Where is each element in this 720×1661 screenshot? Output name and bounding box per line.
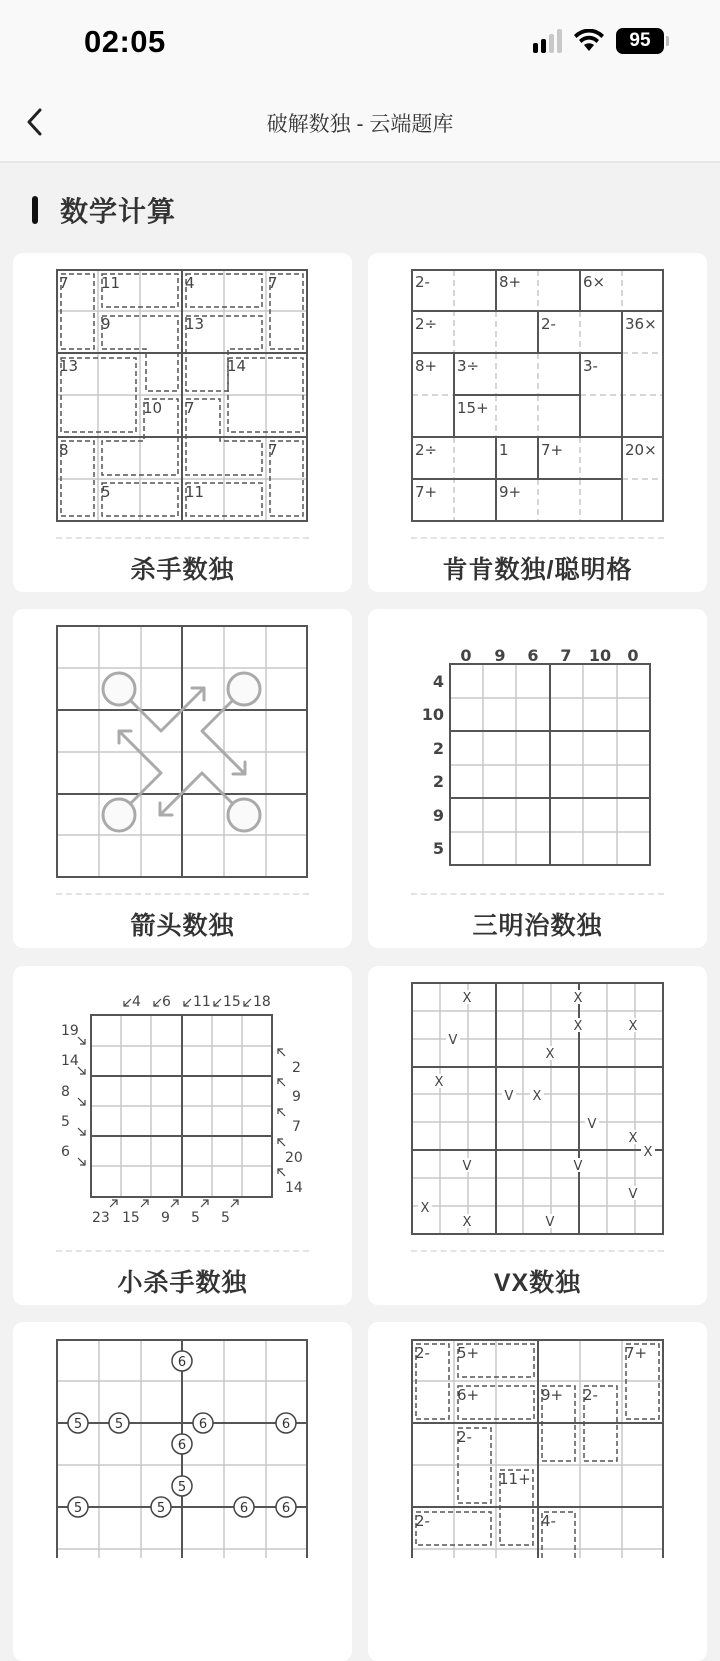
cage-clue: 2- bbox=[457, 1428, 472, 1446]
bottom-clue: 15 bbox=[122, 1210, 140, 1226]
cage-clue: 3÷ bbox=[457, 357, 480, 375]
top-clue: 11 bbox=[193, 994, 211, 1010]
status-time: 02:05 bbox=[84, 24, 166, 59]
card-kenken[interactable] bbox=[368, 253, 707, 592]
status-bar bbox=[0, 0, 720, 88]
cage-sum: 14 bbox=[227, 357, 247, 375]
card-vx-sudoku[interactable] bbox=[368, 966, 707, 1305]
cage-sum: 7 bbox=[268, 441, 278, 459]
cage-clue: 15+ bbox=[457, 399, 489, 417]
cellular-signal-icon bbox=[533, 29, 562, 53]
card-divider bbox=[411, 893, 664, 895]
x-mark: X bbox=[545, 1047, 555, 1062]
card-label: 肯肯数独/聪明格 bbox=[442, 556, 633, 584]
cage-clue: 2- bbox=[415, 273, 430, 291]
card-killer-kenken[interactable] bbox=[368, 1322, 707, 1661]
circle-value: 6 bbox=[281, 1501, 291, 1516]
card-label: 小杀手数独 bbox=[117, 1269, 248, 1297]
right-clue: 20 bbox=[285, 1150, 303, 1166]
row-clue: 4 bbox=[432, 672, 444, 691]
left-clue: 14 bbox=[61, 1053, 79, 1069]
arrow-sudoku-preview bbox=[13, 609, 352, 889]
card-divider bbox=[56, 537, 309, 539]
top-clue: 4 bbox=[132, 994, 141, 1010]
section-header bbox=[32, 190, 176, 230]
card-sandwich-sudoku[interactable] bbox=[368, 609, 707, 948]
card-little-killer-sudoku[interactable] bbox=[13, 966, 352, 1305]
cage-clue: 2- bbox=[415, 1344, 430, 1362]
right-clue: 14 bbox=[285, 1180, 303, 1196]
card-divider bbox=[56, 893, 309, 895]
cage-clue: 9+ bbox=[499, 483, 522, 501]
cage-clue: 7+ bbox=[625, 1344, 648, 1362]
cage-clue: 2- bbox=[415, 1512, 430, 1530]
v-mark: V bbox=[545, 1215, 555, 1230]
top-clue: 18 bbox=[253, 994, 271, 1010]
left-clue: 6 bbox=[61, 1144, 70, 1160]
v-mark: V bbox=[573, 1159, 583, 1174]
circle-value: 5 bbox=[73, 1417, 83, 1432]
cage-clue: 1 bbox=[499, 441, 509, 459]
cage-clue: 6× bbox=[583, 273, 606, 291]
cage-sum: 4 bbox=[185, 274, 195, 292]
cage-sum: 13 bbox=[185, 315, 205, 333]
card-divider bbox=[411, 1250, 664, 1252]
column-clue: 0 bbox=[627, 646, 639, 665]
cage-clue: 2÷ bbox=[415, 315, 438, 333]
circle-value: 6 bbox=[177, 1438, 187, 1453]
nav-bar bbox=[0, 88, 720, 163]
card-divider bbox=[56, 1250, 309, 1252]
cage-clue: 6+ bbox=[457, 1386, 480, 1404]
top-clue: 15 bbox=[223, 994, 241, 1010]
card-killer-sudoku[interactable] bbox=[13, 253, 352, 592]
column-clue: 9 bbox=[494, 646, 506, 665]
bottom-clue: 9 bbox=[161, 1210, 170, 1226]
circle-value: 6 bbox=[281, 1417, 291, 1432]
circle-value: 5 bbox=[156, 1501, 166, 1516]
right-clue: 9 bbox=[292, 1089, 301, 1105]
x-mark: X bbox=[628, 1131, 638, 1146]
left-clue: 8 bbox=[61, 1084, 70, 1100]
x-mark: X bbox=[462, 1215, 472, 1230]
status-icons bbox=[533, 28, 664, 54]
x-mark: X bbox=[434, 1075, 444, 1090]
section-accent-bar bbox=[32, 196, 38, 224]
cage-clue: 8+ bbox=[499, 273, 522, 291]
circle-value: 6 bbox=[198, 1417, 208, 1432]
cage-sum: 13 bbox=[59, 357, 79, 375]
card-arrow-sudoku[interactable] bbox=[13, 609, 352, 948]
cage-clue: 11+ bbox=[499, 1470, 531, 1488]
left-clue: 19 bbox=[61, 1023, 79, 1039]
cage-clue: 8+ bbox=[415, 357, 438, 375]
v-mark: V bbox=[504, 1089, 514, 1104]
v-mark: V bbox=[628, 1187, 638, 1202]
circle-value: 6 bbox=[177, 1355, 187, 1370]
x-mark: X bbox=[643, 1145, 653, 1160]
top-clue: 6 bbox=[162, 994, 171, 1010]
row-clue: 2 bbox=[432, 739, 444, 758]
vx-sudoku-preview bbox=[368, 966, 707, 1246]
v-mark: V bbox=[587, 1117, 597, 1132]
cage-clue: 2÷ bbox=[415, 441, 438, 459]
x-mark: X bbox=[628, 1019, 638, 1034]
cage-sum: 11 bbox=[185, 483, 205, 501]
x-mark: X bbox=[420, 1201, 430, 1216]
circle-value: 5 bbox=[177, 1480, 187, 1495]
sum-circles-preview bbox=[13, 1322, 352, 1558]
kenken-preview bbox=[368, 253, 707, 533]
card-sum-circles-sudoku[interactable] bbox=[13, 1322, 352, 1661]
cage-sum: 7 bbox=[268, 274, 278, 292]
battery-icon: 95 bbox=[616, 28, 664, 54]
row-clue: 9 bbox=[432, 806, 444, 825]
x-mark: X bbox=[532, 1089, 542, 1104]
right-clue: 7 bbox=[292, 1119, 301, 1135]
card-label: 三明治数独 bbox=[472, 912, 603, 940]
cage-clue: 2- bbox=[583, 1386, 598, 1404]
x-mark: X bbox=[573, 1019, 583, 1034]
row-clue: 2 bbox=[432, 772, 444, 791]
circle-value: 6 bbox=[239, 1501, 249, 1516]
killer-sudoku-preview bbox=[13, 253, 352, 533]
bottom-clue: 5 bbox=[221, 1210, 230, 1226]
column-clue: 10 bbox=[588, 646, 612, 665]
cage-sum: 5 bbox=[101, 483, 111, 501]
cage-sum: 11 bbox=[101, 274, 121, 292]
card-label: 箭头数独 bbox=[130, 912, 235, 940]
cage-clue: 7+ bbox=[415, 483, 438, 501]
cage-clue: 5+ bbox=[457, 1344, 480, 1362]
bottom-clue: 23 bbox=[92, 1210, 110, 1226]
bottom-clue: 5 bbox=[191, 1210, 200, 1226]
v-mark: V bbox=[462, 1159, 472, 1174]
cage-clue: 20× bbox=[625, 441, 657, 459]
circle-value: 5 bbox=[73, 1501, 83, 1516]
row-clue: 10 bbox=[421, 705, 444, 724]
section-title: 数学计算 bbox=[60, 196, 177, 227]
card-label: 杀手数独 bbox=[130, 556, 235, 584]
column-clue: 6 bbox=[527, 646, 539, 665]
x-mark: X bbox=[573, 991, 583, 1006]
x-mark: X bbox=[462, 991, 472, 1006]
wifi-icon bbox=[572, 29, 606, 53]
column-clue: 0 bbox=[460, 646, 472, 665]
page-title: 破解数独 - 云端题库 bbox=[266, 113, 454, 136]
cage-clue: 3- bbox=[583, 357, 598, 375]
card-label: VX数独 bbox=[493, 1269, 582, 1297]
card-divider bbox=[411, 537, 664, 539]
killer-kenken-preview bbox=[368, 1322, 707, 1558]
v-mark: V bbox=[448, 1033, 458, 1048]
little-killer-preview bbox=[13, 966, 352, 1246]
cage-clue: 2- bbox=[541, 315, 556, 333]
cage-clue: 36× bbox=[625, 315, 657, 333]
cage-sum: 9 bbox=[101, 315, 111, 333]
cage-clue: 4- bbox=[541, 1512, 556, 1530]
right-clue: 2 bbox=[292, 1060, 301, 1076]
cage-sum: 7 bbox=[185, 399, 195, 417]
cage-sum: 8 bbox=[59, 441, 69, 459]
cage-sum: 7 bbox=[59, 274, 69, 292]
row-clue: 5 bbox=[432, 839, 444, 858]
left-clue: 5 bbox=[61, 1114, 70, 1130]
column-clue: 7 bbox=[560, 646, 572, 665]
circle-value: 5 bbox=[114, 1417, 124, 1432]
cage-clue: 7+ bbox=[541, 441, 564, 459]
cage-sum: 10 bbox=[143, 399, 163, 417]
sandwich-sudoku-preview bbox=[368, 609, 707, 889]
cage-clue: 9+ bbox=[541, 1386, 564, 1404]
